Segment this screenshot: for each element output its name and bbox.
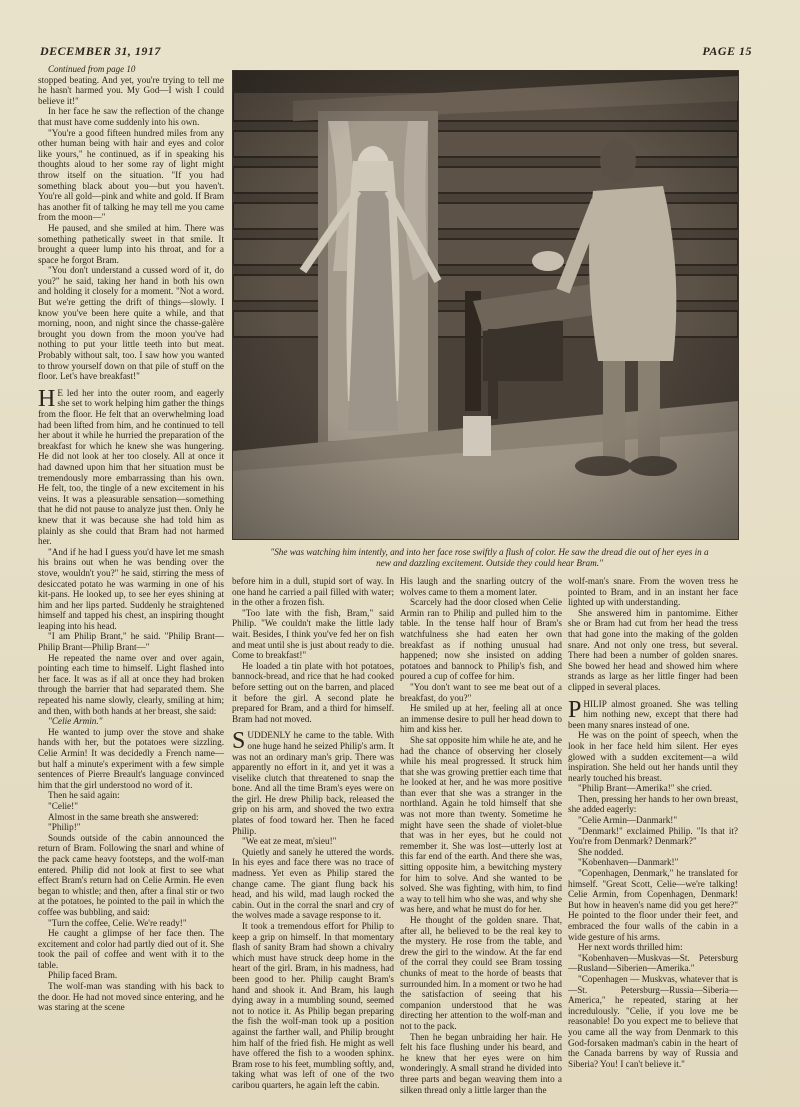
page-number: PAGE 15 bbox=[702, 44, 752, 58]
drop-cap-text: E led her into the outer room, and eagerly she set to work helping him gather the things from the floor. He felt that an overwhelming load had been lifted from him, and he continued to tell her about it while he hurried the preparation of the breakfast for which he knew she was hungering. He did not look at her too closely. All at once it had dawned upon him that her situation must be tremendously more embarrassing than his own. He felt, too, the tingle of a new excitement in his veins. It was a pleasurable sensation—something that he did not pause to analyze just then. Only he knew that it was because she had told him as plainly as she could that Bram had not harmed her. bbox=[38, 387, 224, 547]
text-column-2 bbox=[232, 576, 394, 1102]
paragraph: "You don't want to see me beat out of a breakfast, do you?" bbox=[400, 681, 562, 703]
paragraph: "Celie!" bbox=[48, 800, 78, 811]
paragraph: "I am Philip Brant," he said. "Philip Brant—Philip Brant—Philip Brant—" bbox=[38, 631, 224, 653]
paragraph: He caught a glimpse of her face then. The excitement and color had partly died out of it. She took the pail of coffee and went with it to the table. bbox=[38, 928, 224, 970]
paragraph: Then he began unbraiding her hair. He felt his face flushing under his beard, and he knew that her eyes were on him wonderingly. A small strand he divided into three parts and began weaving them into a silken thread only a little larger than the bbox=[400, 1031, 562, 1095]
paragraph: "Kobenhaven—Danmark!" bbox=[578, 857, 679, 868]
paragraph: "Copenhagen — Muskvas, whatever that is—St. Petersburg—Russia—Siberia—America," he repeated, staring at her incredulously. "Celie, if you love me be reasonable! Do you expect me to believe that you came all the way from Denmark to this God-forsaken madman's cabin in the heart of the Canada barrens by way of Russia and Siberia? You! I can't believe it." bbox=[568, 973, 738, 1069]
paragraph: "We eat ze meat, m'sieu!" bbox=[242, 836, 337, 847]
drop-cap-paragraph bbox=[568, 696, 738, 731]
paragraph: Sounds outside of the cabin announced the return of Bram. Following the snarl and whine of the pack came heavy footsteps, and the wolf-man entered. Philip did not look at first to see what effect Bram's return had on Celie Armin. He even began to whistle; and then, after a final stir or two at the potatoes, he pointed to the pail in which the coffee was bubbling, and said: bbox=[38, 832, 224, 917]
paragraph: She sat opposite him while he ate, and he had the chance of observing her closely while his meal progressed. It struck him that she was growing prettier each time that he looked at her, and he was more positive than ever that she was a stranger in the northland. Again he told himself that she was not more than twenty. Sometime he might have seen the shade of violet-blue that was in her eyes, but he could not remember it. She was lost—utterly lost at this far end of the earth. And there she was, sitting opposite him, a bewitching mystery for him to solve. And she wanted to be solved. She was fighting, with him, to find a way to tell him who she was, and why she was here, and what he must do for her. bbox=[400, 734, 562, 915]
paragraph: Then, pressing her hands to her own breast, she added eagerly: bbox=[568, 793, 738, 815]
paragraph: "Celie Armin—Danmark!" bbox=[578, 815, 678, 826]
paragraph: "Copenhagen, Denmark," he translated for himself. "Great Scott, Celie—we're talking! Celie Armin, from Copenhagen, Denmark! But how in heaven's name did you get here?" He pointed to the floor under their feet, and embraced the four walls of the cabin in a wide gesture of his arms. bbox=[568, 868, 738, 942]
paragraph: Quietly and sanely he uttered the words. In his eyes and face there was no trace of madness. Yet even as Philip stared the change came. The giant flung back his head, and his wild, mad laugh rocked the cabin. Out in the corral the snarl and cry of the wolves made a savage response to it. bbox=[232, 846, 394, 921]
paragraph: Philip faced Bram. bbox=[48, 970, 118, 981]
paragraph: "Kobenhaven—Muskvas—St. Petersburg—Rusland—Siberien—Amerika." bbox=[568, 952, 738, 974]
paragraph: He loaded a tin plate with hot potatoes, bannock-bread, and rice that he had cooked before setting out on the barren, and placed it before the girl. A second plate he prepared for Bram, and a third for himself. Bram had not moved. bbox=[232, 660, 394, 724]
paragraph: "Too late with the fish, Bram," said Philip. "We couldn't make the little lady wait. Besides, I think you've fed her on fish and meat until she is just about ready to die. Come to breakfast!" bbox=[232, 607, 394, 661]
text-column-4 bbox=[568, 576, 738, 1102]
text-column-3 bbox=[400, 576, 562, 1102]
paragraph: It took a tremendous effort for Philip to keep a grip on himself. In that momentary flash of sanity Bram had shown a chivalry which must have struck deep home in the heart of the girl. Bram, in his madness, had been good to her. Philip caught Bram's hand and shook it. And Bram, his laugh dying away in a mumbling sound, seemed not to notice it. As Philip began preparing the fish the wolf-man took up a position against the farther wall, and Philip brought him half of the fried fish. He might as well have offered the fish to a wooden sphinx. Bram rose to his feet, mumbling softly, and, taking what was left of one of the two caribou quarters, he again left the cabin. bbox=[232, 921, 394, 1090]
issue-date: DECEMBER 31, 1917 bbox=[40, 44, 161, 58]
illustration-caption: "She was watching him intently, and into her face rose swiftly a flush of color. He saw the dread die out of her eyes in a new and dazzling excitement. Outside they could hear Bram." bbox=[270, 547, 709, 568]
paragraph: He smiled up at her, feeling all at once an immense desire to pull her head down to him and kiss her. bbox=[400, 703, 562, 735]
paragraph: "Celie Armin." bbox=[48, 716, 103, 727]
drop-cap-text: HILIP almost groaned. She was telling him nothing new, except that there had been many snares instead of one. bbox=[568, 698, 738, 730]
paragraph: Then he said again: bbox=[48, 790, 120, 801]
paragraph: "Turn the coffee, Celie. We're ready!" bbox=[48, 917, 187, 928]
drop-cap-letter: H bbox=[38, 385, 56, 412]
paragraph: His laugh and the snarling outcry of the wolves came to them a moment later. bbox=[400, 576, 562, 597]
paragraph: He paused, and she smiled at him. There was something pathetically sweet in that smile. It brought a queer lump into his throat, and for a space he forgot Bram. bbox=[38, 222, 224, 265]
drop-cap-text: UDDENLY he came to the table. With one huge hand he seized Philip's arm. It was not an ordinary man's grip. There was apparently no effort in it, and yet it was a viselike clutch that threatened to snap the bone. And all the time Bram's eyes were on the girl. He drew Philip back, released the grip on his arm, and shoved the two extra plates of food toward her. Then he faced Philip. bbox=[232, 730, 394, 836]
story-illustration bbox=[232, 70, 739, 540]
paragraph: Her next words thrilled him: bbox=[578, 942, 683, 953]
paragraph: stopped beating. And yet, you're trying to tell me he hasn't harmed you. My God—I wish I could believe it!" bbox=[38, 74, 224, 106]
paragraph: wolf-man's snare. From the woven tress he pointed to Bram, and in an instant her face lighted up with understanding. bbox=[568, 576, 738, 608]
drop-cap-letter: P bbox=[568, 696, 582, 723]
paragraph: He was on the point of speech, when the look in her face held him silent. Her eyes glowed with a sudden excitement—a wild inspiration. She held out her hands until they nearly touched his breast. bbox=[568, 730, 738, 783]
paragraph: The wolf-man was standing with his back to the door. He had not moved since entering, and he was staring at the scene bbox=[38, 981, 224, 1013]
paragraph: "You don't understand a cussed word of it, do you?" he said, taking her hand in both his own and holding it closely for a moment. "Not a word. But we're getting the drift of things—slowly. I know you've been here quite a while, and that morning, noon, and night since the chasse-galère brought you down from the moon you've had nothing to put your little teeth into but meat. Probably without salt, too. I saw how you wanted to throw yourself down on that pile of stuff on the floor. Let's have breakfast!" bbox=[38, 265, 224, 382]
paragraph: "And if he had I guess you'd have let me smash his brains out when he was bending over the stove, wouldn't you?" he said, stirring the mess of desiccated potato he was warming in one of his kit-pans. He looked up, to see her eyes shining at him and her lips parted. Suddenly he straightened himself and tapped his chest, an inspiring thought leaping into his head. bbox=[38, 546, 224, 631]
paragraph: He wanted to jump over the stove and shake hands with her, but the potatoes were sizzling. Celie Armin! It was decidedly a French name—but half a minute's experiment with a few simple sentences of Pierre Breault's language convinced him that the girl understood no word of it. bbox=[38, 726, 224, 790]
continued-note: Continued from page 10 bbox=[48, 64, 136, 74]
paragraph: before him in a dull, stupid sort of way. In one hand he carried a pail filled with water; in the other a frozen fish. bbox=[232, 576, 394, 608]
drop-cap-paragraph bbox=[38, 385, 224, 547]
paragraph: In her face he saw the reflection of the change that must have come suddenly into his own. bbox=[38, 106, 224, 127]
paragraph: He thought of the golden snare. That, after all, he believed to be the real key to the mystery. He rose from the table, and drew the girl to the window. At the far end of the corral they could see Bram tossing chunks of meat to the horde of beasts that surrounded him. In a moment or two he had the satisfaction of seeing that his companion understood that he was directing her attention to the wolf-man and not to the pack. bbox=[400, 915, 562, 1031]
paragraph: "Denmark!" exclaimed Philip. "Is that it? You're from Denmark? Denmark?" bbox=[568, 825, 738, 847]
paragraph: "Philip!" bbox=[48, 822, 81, 833]
text-column-1 bbox=[38, 64, 224, 1104]
col1-paragraphs bbox=[38, 75, 224, 382]
paragraph: Almost in the same breath she answered: bbox=[48, 811, 199, 822]
drop-cap-paragraph bbox=[232, 730, 394, 836]
paragraph: "Philip Brant—Amerika!" she cried. bbox=[578, 783, 713, 794]
paragraph: Scarcely had the door closed when Celie Armin ran to Philip and pulled him to the table. In the tense half hour of Bram's watchfulness she had eaten her own breakfast as if nothing unusual had happened; now she insisted on adding potatoes and bannock to Philip's fish, and poured a cup of coffee for him. bbox=[400, 597, 562, 682]
paragraph: "You're a good fifteen hundred miles from any other human being with hair and eyes and color like yours," he continued, as if in speaking his thoughts aloud to her some ray of light might throw itself on the situation. "If you had something black about you—but you haven't. You're all gold—pink and white and gold. If Bram has another fit of talking he may tell me you came from the moon—" bbox=[38, 127, 224, 223]
cabin-scene-drawing bbox=[233, 71, 738, 539]
col1-paragraphs-2 bbox=[38, 547, 224, 1013]
paragraph: He repeated the name over and over again, pointing each time to himself. Light flashed into her face. It was as if all at once they had broken through the barrier that had separated them. She repeated his name slowly, clearly, smiling at him; and then, with both hands at her breast, she said: bbox=[38, 652, 224, 716]
drop-cap-letter: S bbox=[232, 728, 246, 755]
paragraph: She answered him in pantomime. Either she or Bram had cut from her head the tress that had gone into the making of the golden snare. And not only one tress, but several. There had been a number of golden snares. She bowed her head and showed him where strands as large as her little finger had been clipped in several places. bbox=[568, 607, 738, 692]
paragraph: She nodded. bbox=[578, 846, 624, 857]
